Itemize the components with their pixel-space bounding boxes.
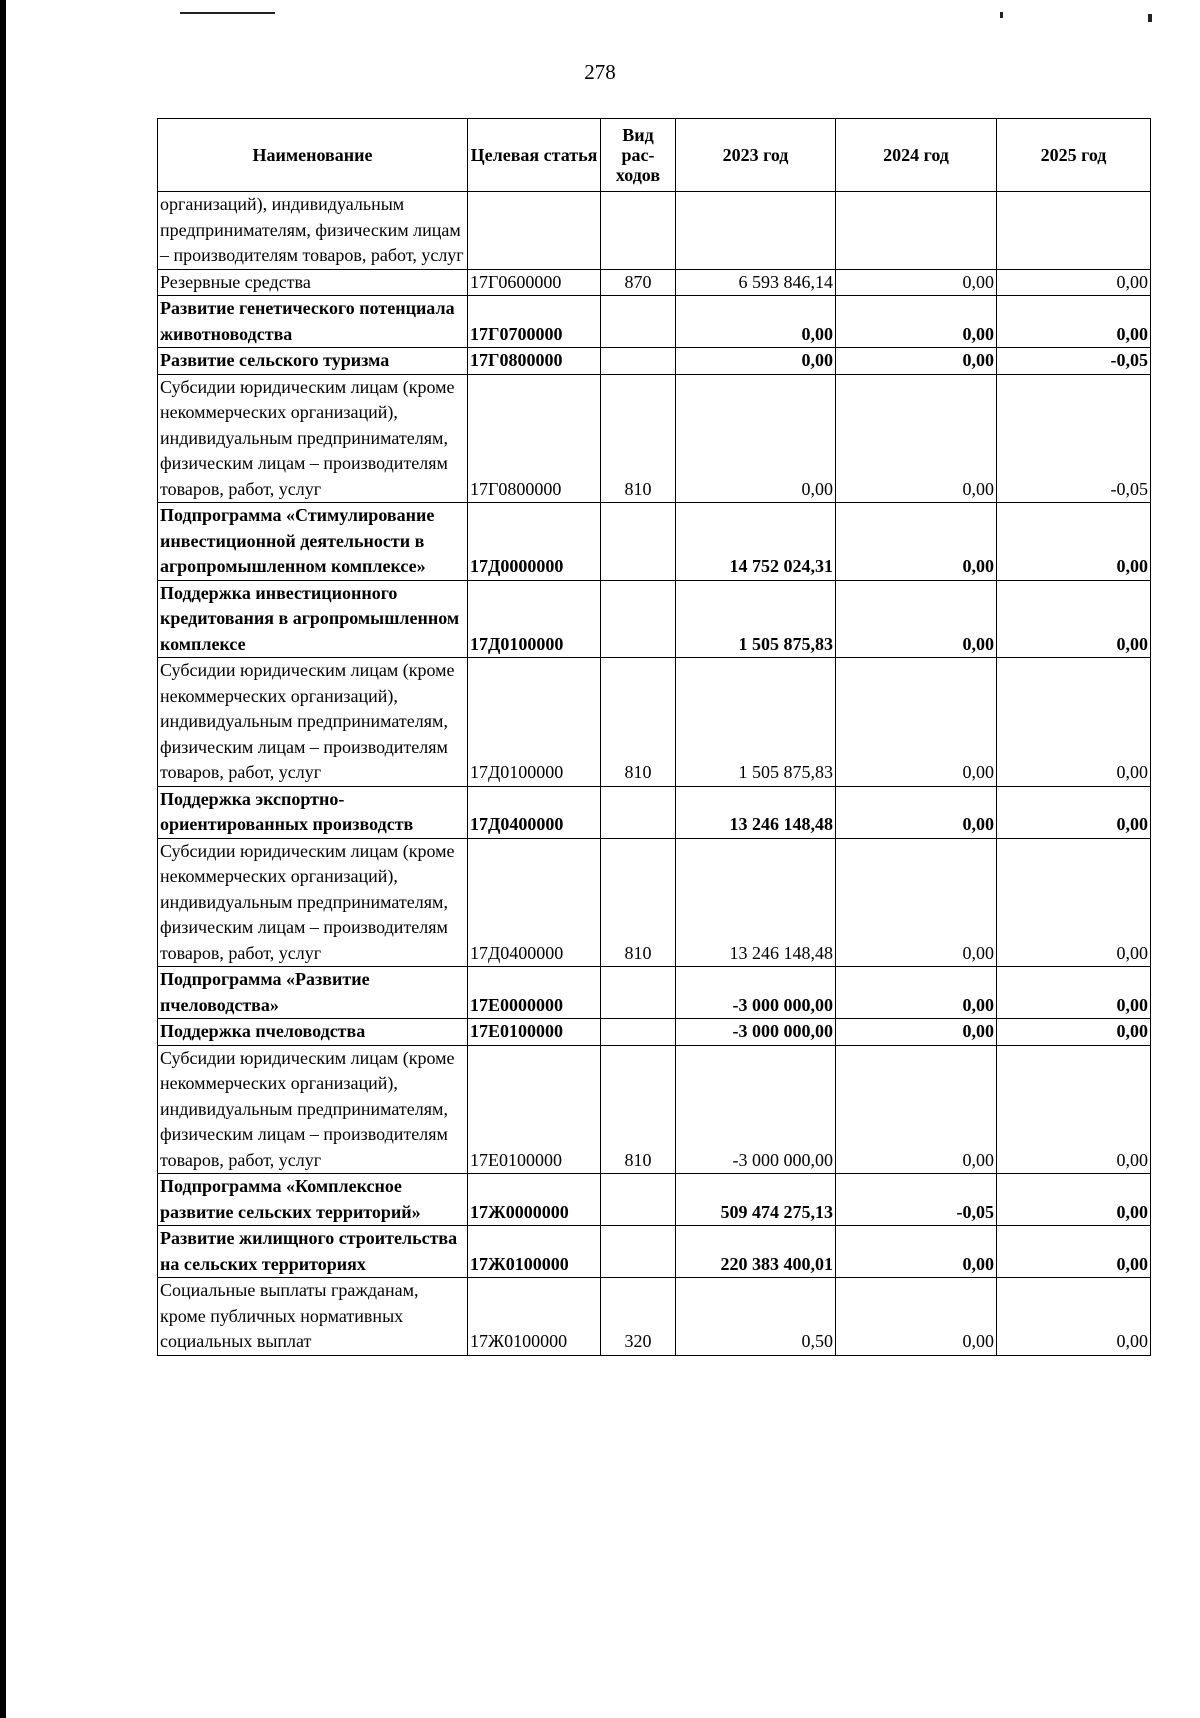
row-value-2025: 0,00 [997,1045,1151,1174]
header-2025: 2025 год [997,119,1151,192]
row-target-article: 17Г0600000 [468,269,601,296]
row-name: Субсидии юридическим лицам (кроме некоммерческих организаций), индивидуальным предпринимателям, физическим лицам – производителям товаров, работ, услуг [158,1045,468,1174]
row-value-2025: 0,00 [997,1226,1151,1278]
table-row [158,348,1151,375]
budget-table [157,118,1151,1356]
scan-speck [1000,12,1003,18]
row-value-2023: -3 000 000,00 [676,1019,836,1046]
row-expense-type [601,580,676,658]
row-target-article: 17Е0000000 [468,967,601,1019]
row-value-2024: 0,00 [836,1226,997,1278]
table-row [158,1045,1151,1174]
row-expense-type [601,786,676,838]
row-value-2025: 0,00 [997,967,1151,1019]
header-expense-type: Вид рас- ходов [601,119,676,192]
row-target-article: 17Ж0000000 [468,1174,601,1226]
row-value-2024 [836,192,997,270]
row-name: организаций), индивидуальным предпринимателям, физическим лицам – производителям товаров, работ, услуг [158,192,468,270]
row-value-2024: 0,00 [836,1019,997,1046]
table-row [158,580,1151,658]
row-value-2024: 0,00 [836,503,997,581]
row-expense-type [601,967,676,1019]
row-name: Подпрограмма «Развитие пчеловодства» [158,967,468,1019]
scan-speck [1148,14,1152,22]
row-value-2023: 509 474 275,13 [676,1174,836,1226]
row-expense-type: 870 [601,269,676,296]
row-value-2025: 0,00 [997,580,1151,658]
table-row [158,967,1151,1019]
table-row [158,1174,1151,1226]
table-row [158,503,1151,581]
row-value-2025: 0,00 [997,658,1151,787]
row-expense-type [601,1174,676,1226]
row-name: Развитие жилищного строительства на сельских территориях [158,1226,468,1278]
row-name: Субсидии юридическим лицам (кроме некоммерческих организаций), индивидуальным предпринимателям, физическим лицам – производителям товаров, работ, услуг [158,658,468,787]
table-row [158,658,1151,787]
row-name: Подпрограмма «Стимулирование инвестиционной деятельности в агропромышленном комплексе» [158,503,468,581]
row-expense-type [601,192,676,270]
table-row [158,192,1151,270]
table-row [158,1019,1151,1046]
row-name: Резервные средства [158,269,468,296]
row-value-2025 [997,192,1151,270]
row-value-2025: 0,00 [997,269,1151,296]
row-value-2025: 0,00 [997,503,1151,581]
scan-edge [0,0,6,1718]
row-value-2023: -3 000 000,00 [676,1045,836,1174]
row-target-article: 17Г0800000 [468,374,601,503]
row-name: Поддержка экспортно-ориентированных производств [158,786,468,838]
table-row [158,296,1151,348]
row-target-article: 17Д0000000 [468,503,601,581]
row-value-2024: 0,00 [836,967,997,1019]
row-expense-type [601,503,676,581]
row-expense-type [601,296,676,348]
row-expense-type: 810 [601,658,676,787]
table-row [158,838,1151,967]
header-2023: 2023 год [676,119,836,192]
row-expense-type [601,1019,676,1046]
row-value-2023: 0,00 [676,296,836,348]
header-name: Наименование [158,119,468,192]
table-row [158,1226,1151,1278]
scan-speck [180,12,275,14]
row-value-2023: 6 593 846,14 [676,269,836,296]
row-name: Развитие генетического потенциала животноводства [158,296,468,348]
row-value-2023: 13 246 148,48 [676,786,836,838]
row-name: Подпрограмма «Комплексное развитие сельских территорий» [158,1174,468,1226]
row-expense-type: 810 [601,1045,676,1174]
row-target-article: 17Ж0100000 [468,1278,601,1356]
row-value-2024: 0,00 [836,374,997,503]
row-name: Субсидии юридическим лицам (кроме некоммерческих организаций), индивидуальным предпринимателям, физическим лицам – производителям товаров, работ, услуг [158,374,468,503]
table-row [158,374,1151,503]
row-name: Субсидии юридическим лицам (кроме некоммерческих организаций), индивидуальным предпринимателям, физическим лицам – производителям товаров, работ, услуг [158,838,468,967]
row-expense-type [601,1226,676,1278]
row-name: Социальные выплаты гражданам, кроме публичных нормативных социальных выплат [158,1278,468,1356]
row-value-2024: 0,00 [836,786,997,838]
row-value-2025: 0,00 [997,1019,1151,1046]
row-value-2025: 0,00 [997,838,1151,967]
row-value-2023: 0,00 [676,374,836,503]
row-value-2025: 0,00 [997,296,1151,348]
row-value-2025: -0,05 [997,374,1151,503]
header-target-article: Целевая статья [468,119,601,192]
row-value-2024: 0,00 [836,1278,997,1356]
row-target-article: 17Д0100000 [468,580,601,658]
row-value-2024: 0,00 [836,1045,997,1174]
row-value-2023: 1 505 875,83 [676,580,836,658]
row-target-article: 17Е0100000 [468,1045,601,1174]
row-value-2025: 0,00 [997,1174,1151,1226]
row-value-2023: 1 505 875,83 [676,658,836,787]
row-target-article: 17Д0400000 [468,838,601,967]
row-value-2024: -0,05 [836,1174,997,1226]
row-value-2024: 0,00 [836,296,997,348]
header-2024: 2024 год [836,119,997,192]
row-name: Поддержка пчеловодства [158,1019,468,1046]
row-value-2023: 0,00 [676,348,836,375]
row-value-2023: 13 246 148,48 [676,838,836,967]
row-target-article [468,192,601,270]
table-row [158,1278,1151,1356]
row-value-2024: 0,00 [836,838,997,967]
row-value-2023: -3 000 000,00 [676,967,836,1019]
header-row [158,119,1151,192]
row-expense-type: 810 [601,374,676,503]
row-value-2023: 220 383 400,01 [676,1226,836,1278]
row-value-2024: 0,00 [836,658,997,787]
row-value-2025: -0,05 [997,348,1151,375]
row-expense-type: 320 [601,1278,676,1356]
row-value-2025: 0,00 [997,786,1151,838]
row-target-article: 17Д0400000 [468,786,601,838]
row-value-2023 [676,192,836,270]
row-target-article: 17Д0100000 [468,658,601,787]
row-target-article: 17Г0700000 [468,296,601,348]
row-value-2024: 0,00 [836,269,997,296]
row-expense-type: 810 [601,838,676,967]
table-row [158,786,1151,838]
row-name: Поддержка инвестиционного кредитования в агропромышленном комплексе [158,580,468,658]
row-target-article: 17Ж0100000 [468,1226,601,1278]
page-number: 278 [584,60,616,84]
row-name: Развитие сельского туризма [158,348,468,375]
row-target-article: 17Г0800000 [468,348,601,375]
table-row [158,269,1151,296]
row-value-2024: 0,00 [836,580,997,658]
row-value-2023: 14 752 024,31 [676,503,836,581]
row-value-2025: 0,00 [997,1278,1151,1356]
row-target-article: 17Е0100000 [468,1019,601,1046]
row-value-2024: 0,00 [836,348,997,375]
row-value-2023: 0,50 [676,1278,836,1356]
row-expense-type [601,348,676,375]
